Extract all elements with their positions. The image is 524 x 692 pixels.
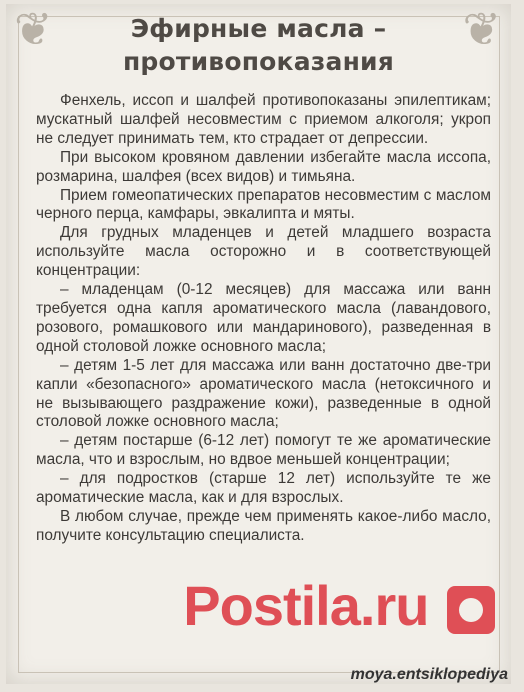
list-item: – детям постарше (6-12 лет) помогут те же ароматические масла, что и взрослым, но вдвое меньшей концентрации; [36, 432, 491, 469]
list-item: – детям 1-5 лет для массажа или ванн достаточно две-три капли «безопасного» ароматического масла (нетоксичного и не вызывающего раздражение кожи), разведенные в одной столовой ложке основного масла; [36, 356, 491, 431]
title-line-2: противопоказания [122, 47, 395, 76]
list-item: – младенцам (0-12 месяцев) для массажа или ванн требуется одна капля ароматического масла (лавандового, розового, ромашкового или мандаринового), разведенная в одной столовой ложке основного масла; [36, 281, 491, 355]
paragraph: Прием гомеопатических препаратов несовместим с маслом черного перца, камфары, эвкалипта и мяты. [36, 186, 491, 223]
postila-logo-icon [447, 586, 495, 634]
title-line-1: Эфирные масла – [130, 14, 387, 43]
list-item: – для подростков (старше 12 лет) используйте те же ароматические масла, как и для взрослых. [36, 470, 491, 507]
watermark-text: Postila.ru [183, 573, 429, 637]
flourish-icon: ❦ [462, 4, 501, 56]
paragraph: Для грудных младенцев и детей младшего возраста используйте масла осторожно и в соответствующей концентрации: [36, 224, 491, 280]
article-title [6, 12, 511, 78]
paragraph: В любом случае, прежде чем применять какое-либо масло, получите консультацию специалиста. [36, 507, 491, 544]
article-body [36, 92, 491, 546]
source-caption: moya.entsiklopediya [350, 666, 508, 683]
newspaper-clipping [6, 4, 511, 684]
paragraph: Фенхель, иссоп и шалфей противопоказаны эпилептикам; мускатный шалфей несовместим с приемом алкоголя; укроп не следует принимать тем, кто страдает от депрессии. [36, 92, 491, 147]
paragraph: При высоком кровяном давлении избегайте масла иссопа, розмарина, шалфея (всех видов) и тимьяна. [36, 148, 491, 185]
postila-watermark [183, 573, 495, 637]
flourish-icon: ❦ [14, 4, 53, 56]
